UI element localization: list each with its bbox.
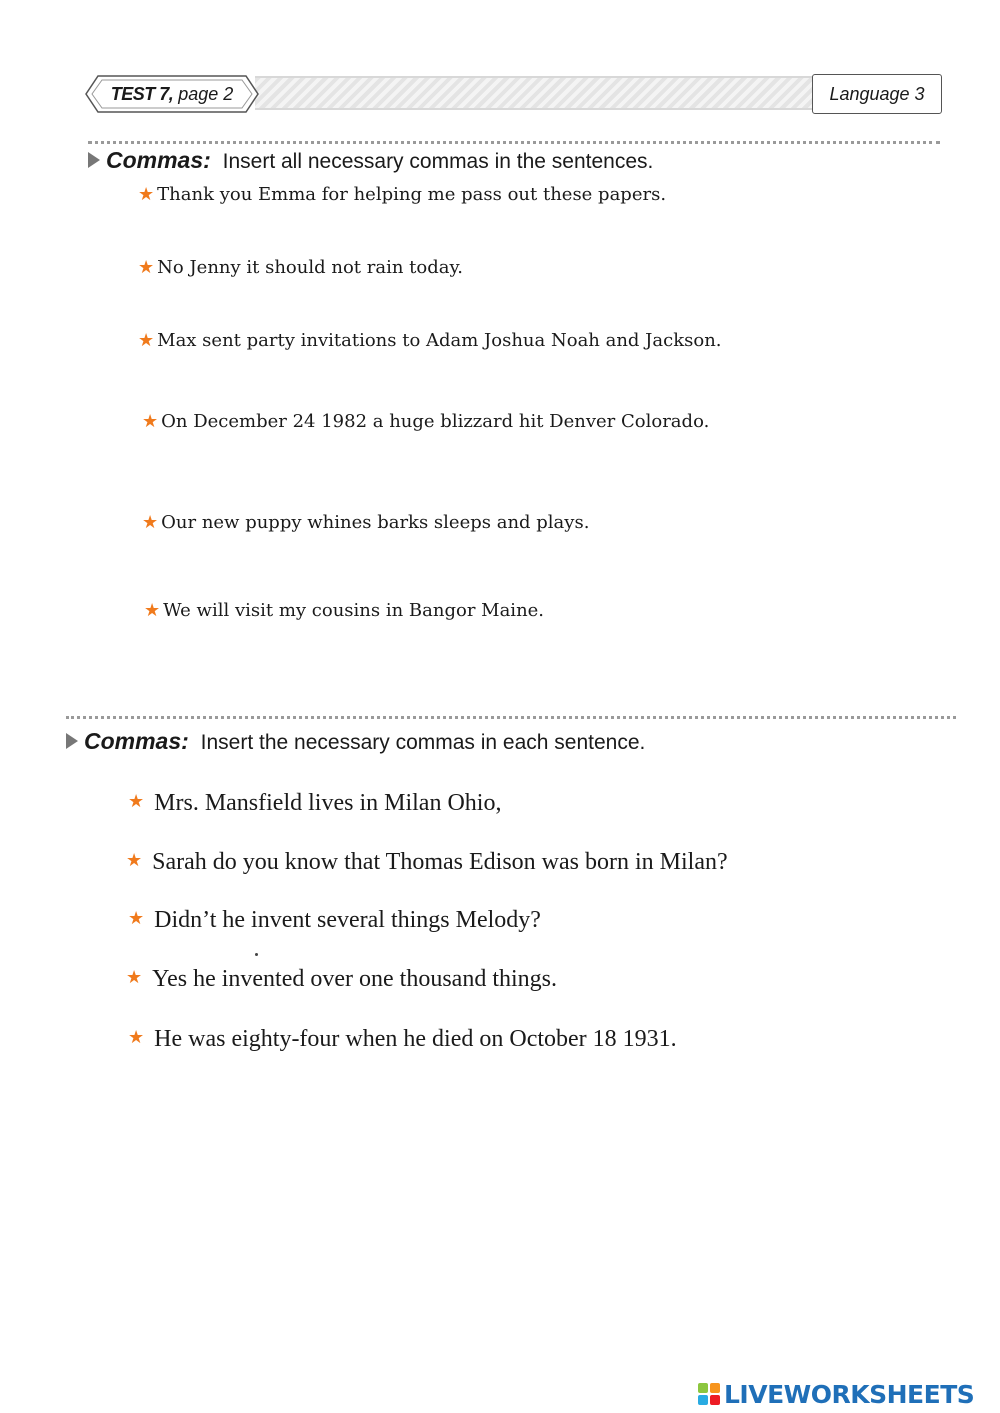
header-band: [255, 76, 815, 110]
star-icon: ★: [126, 850, 143, 870]
section2-instruction: Insert the necessary commas in each sentence.: [194, 731, 646, 754]
section-divider: [88, 141, 940, 144]
star-icon: ★: [128, 791, 145, 811]
star-icon: ★: [142, 411, 159, 432]
list-item: ★ He was eighty-four when he died on October 18 1931.: [128, 1026, 677, 1052]
star-icon: ★: [128, 1027, 145, 1047]
arrow-right-icon: [66, 733, 78, 749]
star-icon: ★: [128, 908, 145, 928]
liveworksheets-logo: [698, 1378, 974, 1410]
section-divider: [66, 716, 956, 719]
list-item: ★ Thank you Emma for helping me pass out these papers.: [138, 184, 667, 205]
star-icon: ★: [126, 967, 143, 987]
section1-heading: [88, 147, 653, 174]
star-icon: ★: [142, 512, 159, 533]
paper-speck: [255, 953, 258, 956]
brand-grid-icon: [698, 1383, 720, 1405]
brand-text: LIVEWORKSHEETS: [724, 1379, 975, 1409]
list-item: ★ No Jenny it should not rain today.: [138, 257, 463, 278]
star-icon: ★: [144, 600, 161, 621]
list-item: ★ Max sent party invitations to Adam Joshua Noah and Jackson.: [138, 330, 722, 351]
list-item: ★ Our new puppy whines barks sleeps and plays.: [142, 512, 590, 533]
subject-tag: Language 3: [812, 74, 942, 114]
list-item: ★ Mrs. Mansfield lives in Milan Ohio,: [128, 790, 502, 816]
list-item: ★ We will visit my cousins in Bangor Maine.: [144, 600, 545, 621]
section1-title: Commas:: [106, 147, 211, 173]
star-icon: ★: [138, 330, 155, 351]
arrow-right-icon: [88, 152, 100, 168]
star-icon: ★: [138, 257, 155, 278]
section2-heading: [66, 728, 645, 755]
list-item: ★ Didn’t he invent several things Melody?: [128, 907, 541, 933]
test-page-label: TEST 7, page 2: [110, 84, 234, 104]
section2-title: Commas:: [84, 728, 189, 754]
list-item: ★ On December 24 1982 a huge blizzard hit Denver Colorado.: [142, 411, 710, 432]
list-item: ★ Sarah do you know that Thomas Edison was born in Milan?: [126, 849, 728, 875]
list-item: ★ Yes he invented over one thousand things.: [126, 966, 557, 992]
test-page-tag: [84, 74, 260, 114]
star-icon: ★: [138, 184, 155, 205]
section1-instruction: Insert all necessary commas in the sentences.: [216, 150, 654, 173]
